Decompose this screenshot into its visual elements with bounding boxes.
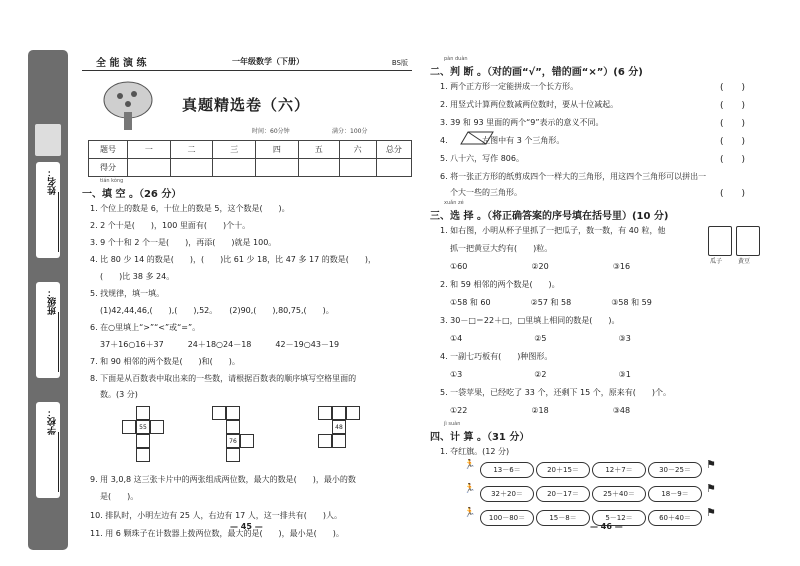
- page-header: [82, 54, 412, 71]
- brand: 全 能 演 练: [96, 58, 147, 69]
- score-table: [88, 140, 412, 177]
- calc-oval[interactable]: 32＋20＝: [480, 486, 534, 502]
- grid-cell[interactable]: [150, 420, 164, 434]
- question: 1. 个位上的数是 6，十位上的数是 5，这个数是( )。: [90, 204, 290, 213]
- time-label: 时间：60分钟: [252, 128, 290, 135]
- score-cell[interactable]: [170, 159, 213, 177]
- question: 37＋16○16＋37 24＋18○24－18 42－19○43－19: [100, 340, 340, 349]
- calc-oval[interactable]: 12＋7＝: [592, 462, 646, 478]
- calc-oval[interactable]: 5－12＝: [592, 510, 646, 526]
- name-label: 姓名：: [48, 168, 58, 195]
- calc-oval[interactable]: 30－25＝: [648, 462, 702, 478]
- calc-oval[interactable]: 20－17＝: [536, 486, 590, 502]
- score-header-cell: 题号: [89, 141, 128, 159]
- grid-cell[interactable]: [332, 434, 346, 448]
- answer-paren[interactable]: ( ): [720, 189, 746, 199]
- choice-options: ①4 ②5 ③3: [450, 334, 631, 343]
- grid-cell[interactable]: [226, 406, 240, 420]
- grade-label: 一年级数学（下册）: [232, 57, 304, 66]
- calc-oval[interactable]: 25＋40＝: [592, 486, 646, 502]
- question: 8. 下面是从百数表中取出来的一些数，请根据百数表的顺序填写空格里面的: [90, 374, 357, 383]
- section-title: 三、选 择 。（将正确答案的序号填在括号里）(10 分): [430, 211, 669, 222]
- grid-cell[interactable]: [226, 448, 240, 462]
- choice-item: 2. 和 59 相邻的两个数是( )。: [440, 280, 560, 289]
- score-cell[interactable]: [376, 159, 411, 177]
- score-header-cell: 六: [339, 141, 376, 159]
- judge-item: 5. 八十六，写作 806。: [440, 154, 524, 163]
- answer-paren[interactable]: ( ): [720, 155, 746, 165]
- question: 11. 用 6 颗珠子在计数器上拨两位数，最大的是( )，最小是( )。: [90, 529, 344, 538]
- jar-label: 瓜子: [710, 258, 723, 265]
- section-title: 四、计 算 。（31 分）: [430, 432, 530, 443]
- flag-icon: ⚑: [706, 482, 716, 495]
- grid-cell-given: 48: [332, 420, 346, 434]
- calc-title: 1. 夺红旗。(12 分): [440, 447, 510, 456]
- sidebar: [28, 50, 68, 550]
- calc-oval[interactable]: 20＋15＝: [536, 462, 590, 478]
- choice-options: ①58 和 60 ②57 和 58 ③58 和 59: [450, 298, 652, 307]
- grid-cell[interactable]: [212, 406, 226, 420]
- name-slot: [36, 162, 60, 258]
- question: 是( )。: [100, 492, 139, 501]
- judge-item: 6. 将一张正方形的纸剪成四个一样大的三角形，用这四个三角形可以拼出一: [440, 172, 707, 181]
- grid-cell[interactable]: [240, 434, 254, 448]
- full-score-label: 满分：100分: [332, 128, 368, 135]
- grid-cell[interactable]: [136, 406, 150, 420]
- choice-options: ①22 ②18 ③48: [450, 406, 631, 415]
- edition-label: BS版: [391, 59, 408, 67]
- section-pinyin: jì suàn: [444, 421, 461, 427]
- runner-icon: 🏃: [464, 484, 476, 494]
- page-number-left: — 45 —: [230, 522, 263, 531]
- jar-icon: [708, 226, 732, 256]
- grid-cell[interactable]: [318, 406, 332, 420]
- judge-item: 3. 39 和 93 里面的两个“9”表示的意义不同。: [440, 118, 604, 127]
- section-pinyin: pàn duàn: [444, 56, 468, 62]
- section-title: 一、填 空 。（26 分）: [82, 189, 182, 200]
- question: 4. 比 80 少 14 的数是( )，( )比 61 少 18，比 47 多 17 的数是( )，: [90, 255, 376, 264]
- question: 7. 和 90 相邻的两个数是( )和( )。: [90, 357, 240, 366]
- school-slot: [36, 402, 60, 498]
- score-cell[interactable]: [339, 159, 376, 177]
- grid-cell[interactable]: [346, 406, 360, 420]
- class-slot: [36, 282, 60, 378]
- calc-oval[interactable]: 15－8＝: [536, 510, 590, 526]
- name-line[interactable]: [58, 192, 59, 252]
- runner-icon: 🏃: [464, 460, 476, 470]
- page-number-right: — 46 —: [590, 522, 623, 531]
- choice-item: 3. 30－□＝22＋□，□里填上相同的数是( )。: [440, 316, 620, 325]
- question: 6. 在○里填上“>”“<”或“=”。: [90, 323, 201, 332]
- choice-options: ①60 ②20 ③16: [450, 262, 631, 271]
- section-pinyin: xuǎn zé: [444, 200, 464, 206]
- score-cell[interactable]: [256, 159, 299, 177]
- calc-oval[interactable]: 18－9＝: [648, 486, 702, 502]
- score-row-label: 得分: [89, 159, 128, 177]
- answer-paren[interactable]: ( ): [720, 101, 746, 111]
- choice-item: 1. 如右图，小明从杯子里抓了一把瓜子，数一数，有 40 粒，他: [440, 226, 666, 235]
- choice-item: 4. 一副七巧板有( )种图形。: [440, 352, 553, 361]
- question: ( )比 38 多 24。: [100, 272, 175, 281]
- grid-cell[interactable]: [318, 434, 332, 448]
- choice-item: 抓一把黄豆大约有( )粒。: [450, 244, 553, 253]
- question: 5. 找规律，填一填。: [90, 289, 165, 298]
- question: 9. 用 3,0,8 这三张卡片中的两张组成两位数，最大的数是( )，最小的数: [90, 475, 356, 484]
- section-pinyin: tián kòng: [100, 178, 124, 184]
- tree-icon: [100, 80, 156, 132]
- score-cell[interactable]: [213, 159, 256, 177]
- grid-cell[interactable]: [136, 448, 150, 462]
- choice-options: ①3 ②2 ③1: [450, 370, 631, 379]
- question: (1)42,44,46,( ),( ),52。 (2)90,( ),80,75,( )。: [100, 306, 334, 315]
- question: 3. 9 个十和 2 个一是( )，再添( )就是 100。: [90, 238, 277, 247]
- score-row: [89, 159, 412, 177]
- grid-cell-given: 55: [136, 420, 150, 434]
- score-header-cell: 四: [256, 141, 299, 159]
- runner-icon: 🏃: [464, 508, 476, 518]
- score-cell[interactable]: [127, 159, 170, 177]
- school-label: 学校：: [48, 408, 58, 435]
- flag-icon: ⚑: [706, 506, 716, 519]
- section-title: 二、判 断 。（对的画“√”，错的画“×”）(6 分): [430, 67, 643, 78]
- class-label: 班级：: [48, 288, 58, 315]
- grid-cell-given: 76: [226, 434, 240, 448]
- jar-label: 黄豆: [738, 258, 751, 265]
- score-header-cell: 五: [298, 141, 339, 159]
- judge-item: 4. 左图中有 3 个三角形。: [440, 136, 565, 145]
- grid-cell[interactable]: [122, 420, 136, 434]
- calc-oval[interactable]: 13－6＝: [480, 462, 534, 478]
- score-header-cell: 一: [127, 141, 170, 159]
- choice-item: 5. 一袋苹果，已经吃了 33 个，还剩下 15 个，原来有( )个。: [440, 388, 671, 397]
- score-cell[interactable]: [298, 159, 339, 177]
- question: 数。(3 分): [100, 390, 138, 399]
- jar-icon: [736, 226, 760, 256]
- calc-oval[interactable]: 60＋40＝: [648, 510, 702, 526]
- grid-cell[interactable]: [226, 420, 240, 434]
- question: 2. 2 个十是( )，100 里面有( )个十。: [90, 221, 251, 230]
- answer-paren[interactable]: ( ): [720, 83, 746, 93]
- class-line[interactable]: [58, 312, 59, 372]
- answer-paren[interactable]: ( ): [720, 119, 746, 129]
- judge-item: 1. 两个正方形一定能拼成一个长方形。: [440, 82, 579, 91]
- page-title: 真题精选卷（六）: [182, 96, 311, 114]
- stamp-icon: [35, 124, 61, 156]
- parallelogram-figure: [460, 131, 494, 145]
- score-header-cell: 二: [170, 141, 213, 159]
- answer-paren[interactable]: ( ): [720, 137, 746, 147]
- judge-item: 个大一些的三角形。: [450, 188, 522, 197]
- score-header-row: [89, 141, 412, 159]
- score-header-cell: 三: [213, 141, 256, 159]
- flag-icon: ⚑: [706, 458, 716, 471]
- grid-cell[interactable]: [136, 434, 150, 448]
- score-header-cell: 总分: [376, 141, 411, 159]
- school-line[interactable]: [58, 432, 59, 492]
- question: 10. 排队时，小明左边有 25 人，右边有 17 人，这一排共有( )人。: [90, 511, 343, 520]
- calc-oval[interactable]: 100－80＝: [480, 510, 534, 526]
- grid-cell[interactable]: [332, 406, 346, 420]
- judge-item: 2. 用竖式计算两位数减两位数时，要从十位减起。: [440, 100, 619, 109]
